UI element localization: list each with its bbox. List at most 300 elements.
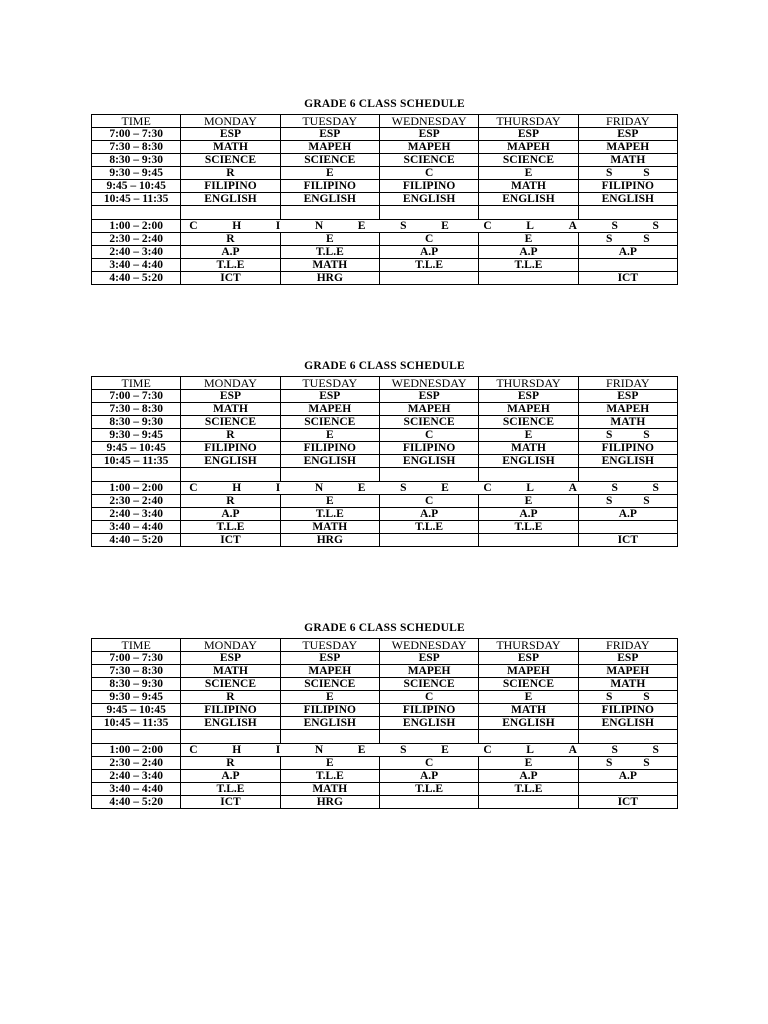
time-cell: 4:40 – 5:20 [92,272,181,285]
subject-cell: MATH [578,154,677,167]
spread-letter: I [275,744,281,756]
subject-cell: A.P [578,770,677,783]
subject-cell: E [280,757,379,770]
subject-cell: FILIPINO [280,704,379,717]
subject-cell: A.P [181,246,280,259]
spread-letter: C [483,220,492,232]
subject-cell: A.P [479,770,578,783]
table-row [92,220,678,233]
subject-cell: C [379,691,478,704]
subject-cell: ENGLISH [578,193,677,206]
table-row [92,403,678,416]
time-cell: 7:30 – 8:30 [92,665,181,678]
subject-cell: ICT [578,796,677,809]
subject-cell: ENGLISH [379,455,478,468]
subject-cell: MAPEH [280,665,379,678]
subject-cell [479,730,578,744]
subject-cell [280,730,379,744]
subject-cell: FILIPINO [578,704,677,717]
column-header: FRIDAY [578,377,677,390]
subject-cell: FILIPINO [181,704,280,717]
merged-spread-cell [181,744,678,757]
subject-cell: T.L.E [280,770,379,783]
spread-letter: S [400,744,407,756]
schedule-table [91,376,678,547]
spread-letter: S [652,220,659,232]
subject-cell: ENGLISH [578,717,677,730]
subject-cell: ICT [181,796,280,809]
subject-cell: A.P [181,508,280,521]
subject-cell: ICT [181,272,280,285]
subject-cell: MATH [181,141,280,154]
subject-cell: MATH [280,521,379,534]
subject-cell: T.L.E [479,521,578,534]
table-row [92,717,678,730]
spread-letter: S [652,744,659,756]
subject-cell: FILIPINO [280,442,379,455]
spread-letter: S [652,482,659,494]
subject-cell: MAPEH [379,403,478,416]
subject-cell [479,534,578,547]
table-row [92,730,678,744]
subject-cell: MAPEH [479,665,578,678]
time-cell: 2:40 – 3:40 [92,770,181,783]
column-header: THURSDAY [479,115,578,128]
subject-cell: FILIPINO [181,180,280,193]
spread-letter: H [232,482,242,494]
table-row [92,206,678,220]
class-schedule [91,95,678,285]
table-row [92,521,678,534]
time-cell: 8:30 – 9:30 [92,416,181,429]
table-row [92,193,678,206]
subject-cell: ENGLISH [181,455,280,468]
spread-letter: E [441,744,449,756]
schedule-table [91,638,678,809]
time-cell: 10:45 – 11:35 [92,717,181,730]
subject-cell: FILIPINO [181,442,280,455]
subject-cell: R [181,429,280,442]
subject-cell: A.P [181,770,280,783]
spread-letter: C [189,220,198,232]
subject-cell: FILIPINO [379,704,478,717]
subject-cell: ESP [578,652,677,665]
subject-cell: ENGLISH [379,193,478,206]
subject-cell: ENGLISH [280,455,379,468]
spread-letter: S [611,744,618,756]
time-cell: 3:40 – 4:40 [92,259,181,272]
header-row [92,377,678,390]
spread-letter: C [483,482,492,494]
subject-cell: MAPEH [379,665,478,678]
spread-letter: C [189,482,198,494]
subject-cell: ESP [280,652,379,665]
subject-cell: MATH [578,416,677,429]
subject-cell: S S [578,691,677,704]
table-row [92,272,678,285]
table-row [92,704,678,717]
subject-cell: S S [578,167,677,180]
table-row [92,468,678,482]
table-row [92,128,678,141]
subject-cell: MAPEH [578,403,677,416]
column-header: TUESDAY [280,115,379,128]
subject-cell: SCIENCE [280,154,379,167]
time-cell: 9:45 – 10:45 [92,442,181,455]
spread-letter: A [568,220,577,232]
subject-cell [379,206,478,220]
subject-cell: FILIPINO [578,442,677,455]
time-cell: 8:30 – 9:30 [92,154,181,167]
spread-letter: A [568,744,577,756]
time-cell: 9:45 – 10:45 [92,704,181,717]
subject-cell: E [280,233,379,246]
schedule-title: GRADE 6 CLASS SCHEDULE [304,360,465,372]
subject-cell: MATH [479,442,578,455]
subject-cell: SCIENCE [379,154,478,167]
time-cell: 2:30 – 2:40 [92,495,181,508]
column-header: MONDAY [181,377,280,390]
subject-cell: R [181,167,280,180]
subject-cell: MATH [479,180,578,193]
subject-cell: ENGLISH [280,193,379,206]
subject-cell [479,468,578,482]
subject-cell: FILIPINO [578,180,677,193]
spread-letter: C [483,744,492,756]
subject-cell: T.L.E [479,783,578,796]
subject-cell: HRG [280,796,379,809]
subject-cell: E [479,495,578,508]
subject-cell: A.P [379,246,478,259]
subject-cell: A.P [379,770,478,783]
time-cell: 10:45 – 11:35 [92,193,181,206]
spread-letter: N [314,220,324,232]
subject-cell: SCIENCE [379,678,478,691]
subject-cell: FILIPINO [379,180,478,193]
subject-cell: E [280,691,379,704]
subject-cell: ICT [578,272,677,285]
subject-cell: ENGLISH [181,193,280,206]
subject-cell: A.P [578,246,677,259]
time-cell: 7:30 – 8:30 [92,403,181,416]
subject-cell: R [181,691,280,704]
spread-letter: H [232,220,242,232]
spread-letter: S [400,220,407,232]
subject-cell: MAPEH [280,403,379,416]
subject-cell: R [181,757,280,770]
table-row [92,455,678,468]
subject-cell: MATH [280,783,379,796]
subject-cell: ESP [181,128,280,141]
subject-cell [280,468,379,482]
subject-cell: SCIENCE [479,154,578,167]
table-row [92,796,678,809]
time-cell: 10:45 – 11:35 [92,455,181,468]
column-header: MONDAY [181,115,280,128]
subject-cell: ICT [181,534,280,547]
time-cell: 7:00 – 7:30 [92,390,181,403]
subject-cell: ENGLISH [578,455,677,468]
subject-cell: A.P [379,508,478,521]
subject-cell: T.L.E [280,508,379,521]
subject-cell: ESP [280,128,379,141]
table-row [92,233,678,246]
column-header: MONDAY [181,639,280,652]
spread-letter: A [568,482,577,494]
header-row [92,115,678,128]
time-cell: 1:00 – 2:00 [92,744,181,757]
class-schedule [91,619,678,809]
subject-cell: MATH [181,403,280,416]
subject-cell: C [379,167,478,180]
column-header: WEDNESDAY [379,639,478,652]
subject-cell: MAPEH [578,665,677,678]
subject-cell: S S [578,495,677,508]
subject-cell: ESP [280,390,379,403]
subject-cell: ENGLISH [181,717,280,730]
subject-cell [379,796,478,809]
subject-cell: MAPEH [379,141,478,154]
subject-cell: SCIENCE [479,416,578,429]
subject-cell: ESP [479,128,578,141]
subject-cell [379,534,478,547]
subject-cell: SCIENCE [479,678,578,691]
column-header: TIME [92,115,181,128]
subject-cell: C [379,495,478,508]
subject-cell: E [479,429,578,442]
table-row [92,508,678,521]
spread-letter: S [611,482,618,494]
subject-cell: E [479,691,578,704]
column-header: TUESDAY [280,639,379,652]
subject-cell: A.P [578,508,677,521]
merged-spread-cell [181,220,678,233]
column-header: FRIDAY [578,639,677,652]
spread-letter: E [357,482,366,494]
column-header: TIME [92,377,181,390]
time-cell: 9:30 – 9:45 [92,167,181,180]
subject-cell: ESP [578,390,677,403]
subject-cell: FILIPINO [379,442,478,455]
subject-cell: MAPEH [280,141,379,154]
subject-cell: T.L.E [181,783,280,796]
subject-cell [479,206,578,220]
subject-cell: SCIENCE [280,416,379,429]
table-row [92,783,678,796]
subject-cell: ENGLISH [379,717,478,730]
time-cell: 2:30 – 2:40 [92,233,181,246]
time-cell: 1:00 – 2:00 [92,220,181,233]
time-cell: 2:40 – 3:40 [92,246,181,259]
subject-cell: T.L.E [181,259,280,272]
subject-cell: ESP [379,652,478,665]
spread-letter: I [275,220,281,232]
time-cell: 2:30 – 2:40 [92,757,181,770]
table-row [92,154,678,167]
subject-cell [379,468,478,482]
subject-cell: ENGLISH [479,455,578,468]
subject-cell: S S [578,757,677,770]
subject-cell: MAPEH [479,403,578,416]
subject-cell: SCIENCE [181,416,280,429]
table-row [92,665,678,678]
table-row [92,757,678,770]
schedule-table [91,114,678,285]
subject-cell: MATH [479,704,578,717]
spread-letter: E [357,220,366,232]
subject-cell: SCIENCE [280,678,379,691]
schedule-title: GRADE 6 CLASS SCHEDULE [304,98,465,110]
column-header: FRIDAY [578,115,677,128]
subject-cell: C [379,757,478,770]
subject-cell: R [181,233,280,246]
subject-cell: ESP [379,390,478,403]
spread-letter: I [275,482,281,494]
subject-cell: T.L.E [379,783,478,796]
time-cell: 9:30 – 9:45 [92,691,181,704]
time-cell: 7:30 – 8:30 [92,141,181,154]
subject-cell: SCIENCE [181,154,280,167]
subject-cell [181,468,280,482]
subject-cell: T.L.E [280,246,379,259]
spread-letter: E [441,482,449,494]
subject-cell [578,259,677,272]
time-cell: 4:40 – 5:20 [92,534,181,547]
table-row [92,770,678,783]
time-cell: 7:00 – 7:30 [92,128,181,141]
subject-cell: C [379,233,478,246]
spread-letter: L [526,744,534,756]
time-cell [92,468,181,482]
subject-cell [181,206,280,220]
subject-cell: ENGLISH [479,193,578,206]
table-row [92,246,678,259]
subject-cell: E [479,757,578,770]
header-row [92,639,678,652]
subject-cell: T.L.E [479,259,578,272]
table-row [92,495,678,508]
subject-cell: E [479,167,578,180]
time-cell: 8:30 – 9:30 [92,678,181,691]
subject-cell [578,468,677,482]
table-row [92,534,678,547]
time-cell: 7:00 – 7:30 [92,652,181,665]
time-cell: 3:40 – 4:40 [92,783,181,796]
subject-cell: S S [578,429,677,442]
spread-letter: E [441,220,449,232]
time-cell [92,730,181,744]
subject-cell: MATH [578,678,677,691]
spread-letter: S [611,220,618,232]
class-schedule [91,357,678,547]
subject-cell [379,730,478,744]
time-cell [92,206,181,220]
subject-cell [578,783,677,796]
subject-cell: ESP [479,390,578,403]
time-cell: 3:40 – 4:40 [92,521,181,534]
subject-cell: SCIENCE [181,678,280,691]
table-row [92,691,678,704]
column-header: TIME [92,639,181,652]
subject-cell: A.P [479,508,578,521]
subject-cell: ESP [181,390,280,403]
table-row [92,744,678,757]
subject-cell: S S [578,233,677,246]
subject-cell [578,206,677,220]
spread-letter: L [526,482,534,494]
subject-cell: T.L.E [379,259,478,272]
subject-cell: A.P [479,246,578,259]
time-cell: 9:30 – 9:45 [92,429,181,442]
table-row [92,259,678,272]
subject-cell: ENGLISH [280,717,379,730]
table-row [92,141,678,154]
table-row [92,652,678,665]
column-header: THURSDAY [479,377,578,390]
column-header: WEDNESDAY [379,377,478,390]
subject-cell: E [280,495,379,508]
table-row [92,167,678,180]
subject-cell: R [181,495,280,508]
time-cell: 2:40 – 3:40 [92,508,181,521]
subject-cell: E [280,429,379,442]
subject-cell: E [479,233,578,246]
spread-letter: L [526,220,534,232]
table-row [92,442,678,455]
column-header: WEDNESDAY [379,115,478,128]
subject-cell: C [379,429,478,442]
table-row [92,390,678,403]
subject-cell: MATH [280,259,379,272]
schedule-title: GRADE 6 CLASS SCHEDULE [304,622,465,634]
time-cell: 1:00 – 2:00 [92,482,181,495]
subject-cell [479,796,578,809]
spread-letter: S [400,482,407,494]
table-row [92,180,678,193]
subject-cell [379,272,478,285]
subject-cell: T.L.E [379,521,478,534]
spread-letter: E [357,744,366,756]
table-row [92,678,678,691]
subject-cell: HRG [280,272,379,285]
column-header: THURSDAY [479,639,578,652]
spread-letter: H [232,744,242,756]
subject-cell: T.L.E [181,521,280,534]
subject-cell: ESP [479,652,578,665]
table-row [92,482,678,495]
subject-cell [578,521,677,534]
table-row [92,429,678,442]
subject-cell: SCIENCE [379,416,478,429]
subject-cell: ESP [181,652,280,665]
time-cell: 4:40 – 5:20 [92,796,181,809]
spread-letter: N [314,482,324,494]
subject-cell: ENGLISH [479,717,578,730]
merged-spread-cell [181,482,678,495]
subject-cell [280,206,379,220]
column-header: TUESDAY [280,377,379,390]
subject-cell [578,730,677,744]
subject-cell: ESP [578,128,677,141]
subject-cell [479,272,578,285]
spread-letter: N [314,744,324,756]
subject-cell [181,730,280,744]
spread-letter: C [189,744,198,756]
time-cell: 9:45 – 10:45 [92,180,181,193]
subject-cell: MAPEH [479,141,578,154]
subject-cell: ICT [578,534,677,547]
subject-cell: E [280,167,379,180]
